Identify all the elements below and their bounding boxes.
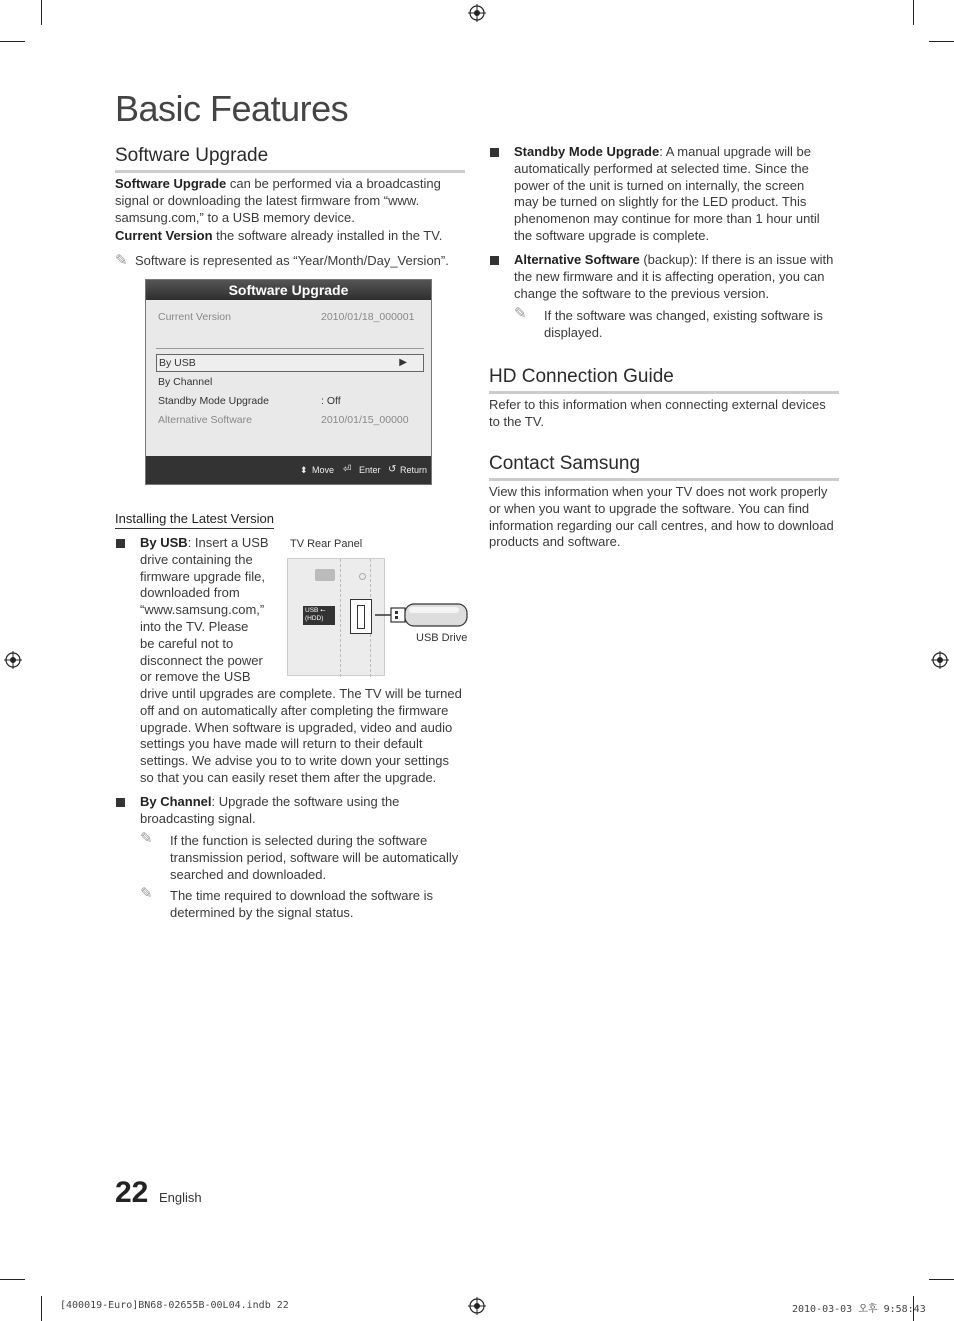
registration-mark-icon (931, 651, 949, 669)
note-pencil-icon: ✎ (514, 305, 527, 322)
by-usb-text-continued: drive until upgrades are complete. The TV will be turned off and on automatically after completing the firmware upgrade. When software is upgraded, video and audio settings you have made will return to their default settings. We advise you to to write down your settings so that you can easily reset them after the upgrade. (140, 686, 462, 785)
by-usb-text: By USB: Insert a USB drive containing the firmware upgrade file, downloaded from “www.samsung.com,” into the TV. Please be careful not to disconnect the power or remove the USB (140, 535, 269, 685)
tv-rear-panel-label: TV Rear Panel (290, 538, 363, 550)
page-language: English (159, 1190, 202, 1205)
osd-item-by-usb[interactable]: By USB ▶ (156, 354, 424, 372)
bullet-square-icon (116, 798, 125, 807)
enter-icon: ⏎ (343, 464, 352, 475)
move-updown-icon: ⬍ (300, 465, 308, 475)
alternative-software-text: Alternative Software (backup): If there is an issue with the new firmware and it is affecting operation, you can change the software to the previous version. (514, 252, 834, 301)
note-pencil-icon: ✎ (140, 885, 153, 902)
usb-drive-icon (375, 600, 470, 630)
bullet-square-icon (490, 148, 499, 157)
section-title-software-upgrade: Software Upgrade (115, 145, 465, 173)
usb-symbol-icon: ⭠ (320, 607, 326, 614)
by-channel-note-1: ✎ If the function is selected during the software transmission period, software will be automatically searched and downloaded. (140, 830, 459, 882)
osd-return-label: Return (400, 465, 428, 475)
alternative-software-note: ✎ If the software was changed, existing software is displayed. (514, 305, 823, 340)
osd-current-version-value: 2010/01/18_000001 (321, 311, 415, 323)
installing-heading: Installing the Latest Version (115, 511, 274, 529)
hd-connection-guide-text: Refer to this information when connecting external devices to the TV. (489, 397, 826, 429)
bullet-square-icon (116, 539, 125, 548)
usb-port-label: USB ⭠ (HDD) (303, 606, 335, 625)
osd-standby-value: : Off (321, 395, 341, 407)
osd-move-label: Move (312, 465, 335, 475)
osd-footer (146, 456, 431, 484)
by-channel-text: By Channel: Upgrade the software using the broadcasting signal. (140, 794, 400, 826)
note-pencil-icon: ✎ (115, 252, 128, 270)
standby-mode-upgrade-text: Standby Mode Upgrade: A manual upgrade will be automatically performed at selected time. Since the power of the unit is turned on internally, the screen may be turned on slightly for the LED product. This phenomenon may continue for more than 1 hour until the software upgrade is complete. (514, 144, 820, 243)
osd-item-alternative-software[interactable]: Alternative Software (158, 414, 252, 426)
osd-enter-label: Enter (359, 465, 381, 475)
registration-mark-icon (468, 1297, 486, 1315)
return-icon: ↺ (388, 464, 397, 475)
software-upgrade-intro: Software Upgrade can be performed via a broadcasting signal or downloading the latest firmware from “www. samsung.com,” to a USB memory device. Current Version the software already installed in the TV. ✎ Software is represented as “Year/Month/Day_Version”. (115, 176, 449, 270)
page-number: 22 (115, 1176, 149, 1209)
usb-port (350, 599, 372, 634)
osd-alt-value: 2010/01/15_00000 (321, 414, 409, 426)
section-title-contact-samsung: Contact Samsung (489, 453, 839, 481)
section-title-hd-connection-guide: HD Connection Guide (489, 366, 839, 394)
note-pencil-icon: ✎ (140, 830, 153, 847)
osd-item-by-channel[interactable]: By Channel (158, 376, 213, 388)
print-timestamp: 2010-03-03 오후 9:58:43 (792, 1304, 926, 1315)
osd-item-standby-mode-upgrade[interactable]: Standby Mode Upgrade (158, 395, 269, 407)
by-channel-note-2: ✎ The time required to download the software is determined by the signal status. (140, 885, 434, 920)
bullet-square-icon (490, 256, 499, 265)
print-file-info: [400019-Euro]BN68-02655B-00L04.indb 22 (60, 1300, 289, 1311)
software-upgrade-osd (145, 279, 432, 485)
usb-drive-label: USB Drive (416, 632, 468, 644)
contact-samsung-text: View this information when your TV does not work properly or when you want to upgrade the software. You can find information regarding our call centres, and how to download products and software. (489, 484, 834, 550)
osd-title: Software Upgrade (146, 280, 431, 300)
registration-mark-icon (4, 651, 22, 669)
chapter-title: Basic Features (115, 88, 349, 129)
osd-current-version-label: Current Version (158, 311, 231, 323)
registration-mark-icon (468, 4, 486, 22)
tv-rear-panel-illustration (287, 558, 385, 676)
play-arrow-icon: ▶ (399, 357, 407, 368)
